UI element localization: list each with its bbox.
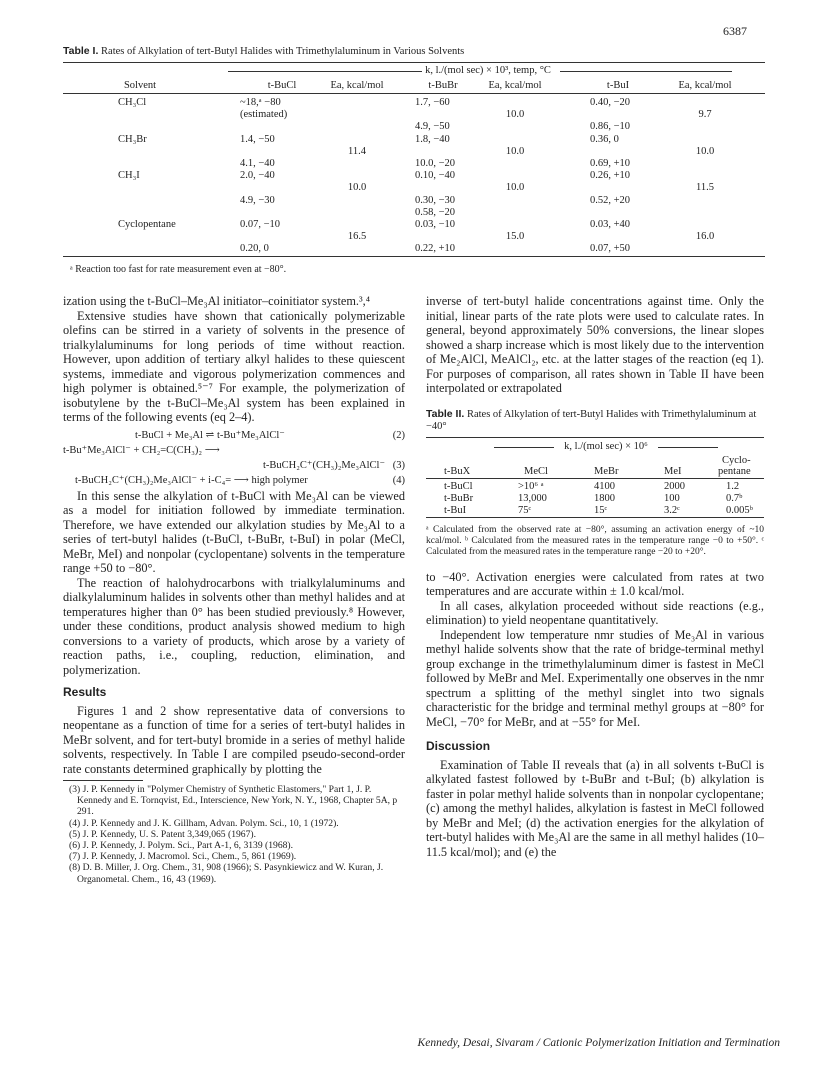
table1-cell-buI: 0.40, −20 (590, 97, 631, 108)
table1-footnote: ᵃ Reaction too fast for rate measurement even at −80°. (70, 264, 287, 275)
table2-spanner-rule-left (494, 447, 554, 448)
right-paragraph-1: inverse of tert-butyl halide concentrations against time. Only the initial, linear parts of the rate plots were used to calculate rates. In general, beyond approximately 50% conversions, the linear slopes showed a sharp increase which is most likely due to the intervention of Me₂AlCl, MeAlCl₂, etc. at the latter stages of the reaction (eq 1). For purposes of comparison, all rates shown in Table II have been interpolated or extrapolated (426, 294, 764, 395)
table1-cell-buI: 0.86, −10 (590, 121, 631, 133)
table2-cell: 75ᶜ (518, 504, 532, 516)
left-paragraph-1: ization using the t-BuCl–Me₃Al initiator–coinitiator system.³,⁴ (63, 294, 371, 308)
equation-3a (63, 444, 405, 459)
table1-cell-ea2: 15.0 (505, 231, 525, 243)
table1-cell-ea3: 10.0 (695, 145, 715, 157)
table1-caption-label: Table I. (63, 45, 99, 57)
table2-spanner: k, l./(mol sec) × 10⁶ (564, 440, 648, 452)
table1-cell-ea1: 16.5 (347, 231, 367, 243)
table2-cell: >10⁶ ᵃ (518, 480, 544, 492)
discussion-heading: Discussion (426, 739, 491, 753)
reference-item: (3) J. P. Kennedy in "Polymer Chemistry of Synthetic Elastomers," Part 1, J. P. Kennedy and E. Tornqvist, Ed., Interscience, New York, N. Y., 1968, Chapter 5A, p 291. (69, 784, 398, 818)
table1-spanner-rule-left (228, 71, 422, 72)
left-paragraph-5: Figures 1 and 2 show representative data of conversions to neopentane as a function of time for a series of tert-butyl halides in MeBr solvent, and for tert-butyl bromide in a series of methyl halide solvents, respectively. In Table I are compiled pseudo-second-order rate constants determined graphically by plotting the (63, 703, 405, 776)
table1-cell-solvent: CH₃Br (118, 133, 147, 145)
table1-header-solvent: Solvent (123, 80, 157, 91)
table1-cell-ea3: 9.7 (698, 109, 712, 121)
table1-header-tbubr: t-BuBr (428, 80, 458, 91)
equation-3b-text: t-BuCH₂C⁺(CH₃)₂Me₃AlCl⁻ (263, 459, 385, 471)
table2-header-mebr: MeBr (594, 465, 619, 477)
table1-cell-buBr: 10.0, −20 (415, 158, 456, 169)
equation-3b (63, 459, 405, 474)
table1-cell-buI: 0.07, +50 (590, 243, 631, 255)
table1-cell-buI: 0.69, +10 (590, 158, 631, 169)
reference-rule (63, 776, 143, 781)
table2-cell: 1800 (594, 492, 615, 504)
table1-cell-ea2: 10.0 (505, 109, 525, 121)
table1-caption-text: Rates of Alkylation of tert-Butyl Halides with Trimethylaluminum in Various Solvents (101, 46, 465, 57)
table1-cell-buCl: 4.9, −30 (240, 194, 275, 206)
results-heading: Results (63, 685, 107, 699)
table1-header-ea2: Ea, kcal/mol (488, 80, 542, 91)
table1-cell-ea2: 10.0 (505, 145, 525, 157)
table2-header-rule (426, 478, 764, 479)
left-paragraph-2: Extensive studies have shown that cationically polymerizable olefins can be stirred in a variety of solvents in the presence of trialkylaluminums for long periods of time without reaction. However, upon addition of tertiary alkyl halides to these quiescent systems, immediate and vigorous polymerization commences and high polymer is obtained.⁵⁻⁷ For example, the polymerization of isobutylene by the t-BuCl–Me₃Al system has been explained in terms of the following events (eq 2–4). (63, 308, 405, 424)
table1-cell-buI: 0.36, 0 (590, 133, 619, 145)
table2-caption-text: Rates of Alkylation of tert-Butyl Halides with Trimethylaluminum at −40° (426, 408, 757, 432)
reference-item: (8) D. B. Miller, J. Org. Chem., 31, 908 (1966); S. Pasynkiewicz and W. Kuran, J. Organometal. Chem., 16, 43 (1969). (69, 862, 384, 885)
table2-caption (426, 408, 764, 433)
table1-cell-buBr: 4.9, −50 (415, 121, 450, 133)
table1-cell-buCl: (estimated) (240, 109, 288, 121)
table2-header-mei: MeI (664, 465, 682, 477)
table1-cell-ea1: 11.4 (348, 145, 366, 157)
left-paragraph-4: The reaction of halohydrocarbons with trialkylaluminums and dialkylaluminum halides in solvents other than methyl halides and at temperatures higher than 0° has been studied previously.⁸ However, under these conditions, product analysis showed medium to high conversions to a variety of products, which arose by a variety of reaction paths, i.e., coupling, reduction, elimination, and polymerization. (63, 575, 405, 677)
table1-cell-buCl: ~18,ᵃ −80 (240, 97, 281, 108)
equation-4-number: (4) (392, 474, 405, 486)
table2-cell: 3.2ᶜ (664, 504, 680, 516)
table1-cell-buCl: 1.4, −50 (240, 133, 275, 145)
table2-cell: 1.2 (726, 480, 740, 492)
table1-cell-buBr: 0.30, −30 (415, 194, 456, 206)
table2-cell: t-BuBr (444, 492, 474, 504)
table1-cell-solvent: CH₃I (118, 170, 140, 182)
table1-cell-buCl: 0.07, −10 (240, 219, 281, 230)
table1 (0, 0, 823, 260)
table1-cell-ea3: 11.5 (696, 182, 714, 194)
equation-2-number: (2) (392, 429, 405, 441)
table2-cell: 4100 (594, 480, 615, 492)
table2-cell: 0.7ᵇ (726, 492, 743, 504)
table1-cell-buBr: 0.58, −20 (415, 206, 456, 218)
right-paragraph-3: In all cases, alkylation proceeded without side reactions (e.g., elimination) to yield neopentane quantitatively. (426, 598, 764, 627)
equation-4-text: t-BuCH₂C⁺(CH₃)₂Me₃AlCl⁻ + i-C₄= ⟶ high polymer (75, 474, 308, 486)
table1-cell-buBr: 1.7, −60 (415, 97, 450, 108)
right-paragraph-5: Examination of Table II reveals that (a) in all solvents t-BuCl is alkylated fastest followed by t-BuBr and t-BuI; (b) alkylation is faster in polar methyl halide solvents than in nonpolar cyclopentane; (c) among the methyl halides, alkylation is fastest in MeCl followed by MeBr and MeI; (d) the activation energies for the alkylation of tert-butyl halides with Me₃Al are the same in all methyl halides (10–11.5 kcal/mol); and (e) the (426, 757, 764, 859)
table1-cell-ea2: 10.0 (505, 182, 525, 194)
table1-cell-buBr: 0.03, −10 (415, 219, 456, 230)
table1-cell-buI: 0.52, +20 (590, 194, 631, 206)
table2-footnote: ᵃ Calculated from the observed rate at −80°, assuming an activation energy of ~10 kcal/mol. ᵇ Calculated from the measured rates in the temperature range −0 to +50°. ᶜ Calculated from the measured rates in the temperature range −20 to +20°. (426, 524, 764, 557)
table1-cell-solvent: Cyclopentane (118, 219, 176, 230)
reference-item: (4) J. P. Kennedy and J. K. Gillham, Advan. Polym. Sci., 10, 1 (1972). (69, 817, 339, 829)
table1-cell-buCl: 2.0, −40 (240, 170, 275, 182)
equation-3a-text: t-Bu⁺Me₃AlCl⁻ + CH₂=C(CH₃)₂ ⟶ (63, 444, 220, 456)
table1-spanner: k, l./(mol sec) × 10³, temp, °C (425, 65, 551, 76)
table1-header-tbui: t-BuI (606, 80, 630, 91)
table1-cell-buBr: 0.22, +10 (415, 243, 456, 255)
table2-spanner-rule-right (658, 447, 718, 448)
table1-cell-buI: 0.26, +10 (590, 170, 631, 182)
table2-cell: 2000 (664, 480, 685, 492)
table1-cell-buI: 0.03, +40 (590, 219, 631, 230)
reference-item: (5) J. P. Kennedy, U. S. Patent 3,349,065 (1967). (69, 828, 256, 840)
table1-cell-ea1: 10.0 (347, 182, 367, 194)
table1-header-tbucl: t-BuCl (267, 80, 297, 91)
table1-cell-buCl: 0.20, 0 (240, 243, 269, 255)
reference-item: (6) J. P. Kennedy, J. Polym. Sci., Part A-1, 6, 3139 (1968). (69, 840, 294, 852)
reference-item: (7) J. P. Kennedy, J. Macromol. Sci., Chem., 5, 861 (1969). (69, 851, 297, 863)
table1-spanner-rule-right (560, 71, 732, 72)
table1-bottom-rule (63, 256, 765, 257)
table1-header-ea3: Ea, kcal/mol (678, 80, 732, 91)
right-column (426, 294, 764, 859)
table1-cell-buBr: 0.10, −40 (415, 170, 456, 182)
table2-caption-label: Table II. (426, 407, 465, 420)
left-column (63, 294, 405, 885)
page-footer: Kennedy, Desai, Sivaram / Cationic Polymerization Initiation and Termination (417, 1037, 780, 1049)
equation-2-text: t-BuCl + Me₃Al ⇌ t-Bu⁺Me₃AlCl⁻ (135, 429, 285, 441)
page-number: 6387 (723, 24, 747, 38)
table2-header-cyclo: Cyclo- (722, 454, 751, 466)
table1-cell-ea3: 16.0 (695, 231, 715, 243)
table2-header-pentane: pentane (718, 465, 751, 477)
right-paragraph-2: to −40°. Activation energies were calculated from rates at two temperatures and are accurate within ± 1.0 kcal/mol. (426, 569, 764, 598)
references (63, 784, 405, 885)
equation-4 (63, 474, 405, 489)
left-paragraph-3: In this sense the alkylation of t-BuCl with Me₃Al can be viewed as a model for initiation followed by immediate termination. Therefore, we have extended our alkylation studies by Me₃Al to a series of tert-butyl halides (t-BuCl, t-BuBr, t-BuI) in polar (MeCl, MeBr, MeI) and nonpolar (cyclopentane) solvents in the temperature range +50 to −80°. (63, 488, 405, 575)
table2-cell: 0.005ᵇ (726, 504, 753, 516)
table1-header-rule (63, 93, 765, 94)
table2 (426, 437, 764, 519)
table1-cell-solvent: CH₃Cl (118, 97, 147, 108)
table1-cell-buCl: 4.1, −40 (240, 158, 275, 169)
table2-top-rule (426, 437, 764, 438)
table2-cell: 15ᶜ (594, 504, 608, 516)
table2-cell: t-BuCl (444, 480, 473, 492)
table2-header-mecl: MeCl (524, 465, 548, 477)
right-paragraph-4: Independent low temperature nmr studies of Me₃Al in various methyl halide solvents show that the rate of bridge-terminal methyl group exchange in the trimethylaluminum dimer is fastest in MeCl followed by MeBr and MeI. Experimentally one observes in the nmr spectrum a splitting of the methyl singlet into two signals characteristic for the bridge and terminal methyl groups at −80° for MeCl, −70° for MeBr, and at −55° for MeI. (426, 627, 764, 729)
equation-3-number: (3) (392, 459, 405, 471)
table2-cell: 100 (664, 492, 680, 504)
table2-header-tbux: t-BuX (444, 465, 471, 477)
table1-cell-buBr: 1.8, −40 (415, 133, 450, 145)
table2-cell: t-BuI (444, 504, 467, 516)
table2-cell: 13,000 (518, 492, 547, 504)
equation-2 (63, 429, 405, 444)
table1-header-ea1: Ea, kcal/mol (330, 80, 384, 91)
